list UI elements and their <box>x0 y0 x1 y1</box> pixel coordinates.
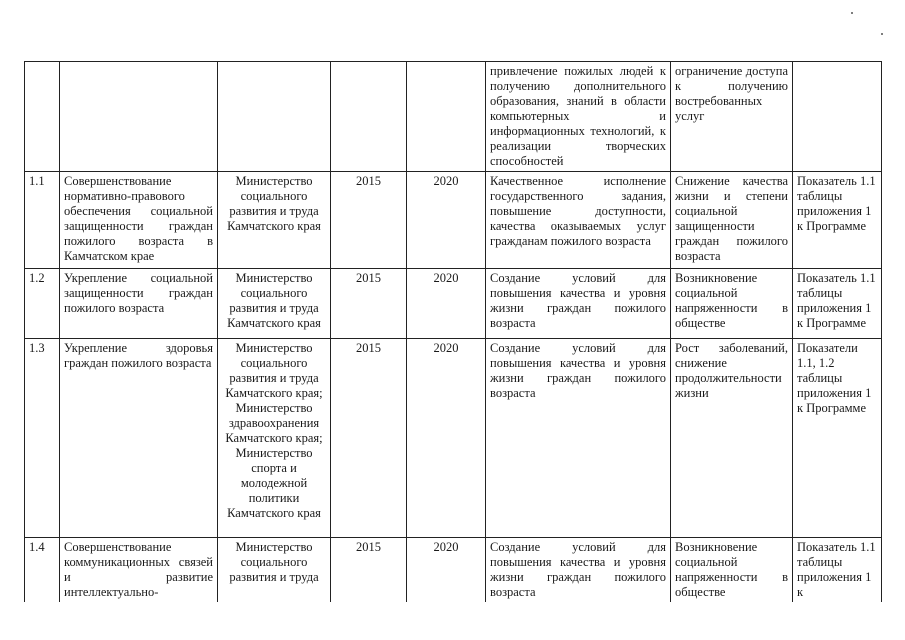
cell-number: 1.1 <box>25 172 60 269</box>
cell-start-year: 2015 <box>331 269 407 339</box>
cell-start-year: 2015 <box>331 339 407 538</box>
cell-end-year: 2020 <box>407 269 486 339</box>
cell-indicator: Показатель 1.1 таблицы приложения 1 к Программе <box>793 172 882 269</box>
cell-executor: Министерство социального развития и труда Камчатского края <box>218 172 331 269</box>
cell-end-year <box>407 62 486 172</box>
cell-expected-result: привлечение пожилых людей к получению дополнительного образования, знаний в области компьютерных и информационных технологий, к реализации творческих способностей <box>486 62 671 172</box>
cell-indicator <box>793 62 882 172</box>
cell-expected-result: Создание условий для повышения качества и уровня жизни граждан пожилого возраста <box>486 269 671 339</box>
cell-indicator: Показатели 1.1, 1.2 таблицы приложения 1 к Программе <box>793 339 882 538</box>
scan-speck <box>851 12 853 14</box>
cell-number: 1.2 <box>25 269 60 339</box>
scan-speck <box>881 33 883 35</box>
cell-executor: Министерство социального развития и труда Камчатского края; Министерство здравоохранения Камчатского края; Министерство спорта и молодежной политики Камчатского края <box>218 339 331 538</box>
cell-executor <box>218 62 331 172</box>
program-measures-table <box>24 61 882 602</box>
cell-end-year: 2020 <box>407 339 486 538</box>
cell-end-year: 2020 <box>407 538 486 603</box>
cell-indicator: Показатель 1.1 таблицы приложения 1 к Программе <box>793 269 882 339</box>
cell-measure-name: Укрепление здоровья граждан пожилого возраста <box>60 339 218 538</box>
cell-measure-name: Совершенствование коммуникационных связей и развитие интеллектуально- <box>60 538 218 603</box>
cell-consequences: Возникновение социальной напряженности в обществе <box>671 538 793 603</box>
cell-number <box>25 62 60 172</box>
cell-start-year <box>331 62 407 172</box>
cell-executor: Министерство социального развития и труда Камчатского края <box>218 269 331 339</box>
cell-executor: Министерство социального развития и труда <box>218 538 331 603</box>
cell-consequences: Возникновение социальной напряженности в обществе <box>671 269 793 339</box>
cell-indicator: Показатель 1.1 таблицы приложения 1 к <box>793 538 882 603</box>
table-row <box>25 269 882 339</box>
cell-consequences: Рост заболеваний, снижение продолжительности жизни <box>671 339 793 538</box>
table-row <box>25 172 882 269</box>
cell-start-year: 2015 <box>331 538 407 603</box>
cell-measure-name <box>60 62 218 172</box>
cell-consequences: Снижение качества жизни и степени социальной защищенности граждан пожилого возраста <box>671 172 793 269</box>
table-row <box>25 538 882 603</box>
cell-number: 1.3 <box>25 339 60 538</box>
cell-expected-result: Качественное исполнение государственного задания, повышение доступности, качества оказываемых услуг гражданам пожилого возраста <box>486 172 671 269</box>
cell-number: 1.4 <box>25 538 60 603</box>
cell-end-year: 2020 <box>407 172 486 269</box>
cell-expected-result: Создание условий для повышения качества и уровня жизни граждан пожилого возраста <box>486 339 671 538</box>
table-row <box>25 62 882 172</box>
cell-start-year: 2015 <box>331 172 407 269</box>
cell-expected-result: Создание условий для повышения качества и уровня жизни граждан пожилого возраста <box>486 538 671 603</box>
cell-measure-name: Совершенствование нормативно-правового обеспечения социальной защищенности граждан пожилого возраста в Камчатском крае <box>60 172 218 269</box>
cell-consequences: ограничение доступа к получению востребованных услуг <box>671 62 793 172</box>
table-row <box>25 339 882 538</box>
cell-measure-name: Укрепление социальной защищенности граждан пожилого возраста <box>60 269 218 339</box>
